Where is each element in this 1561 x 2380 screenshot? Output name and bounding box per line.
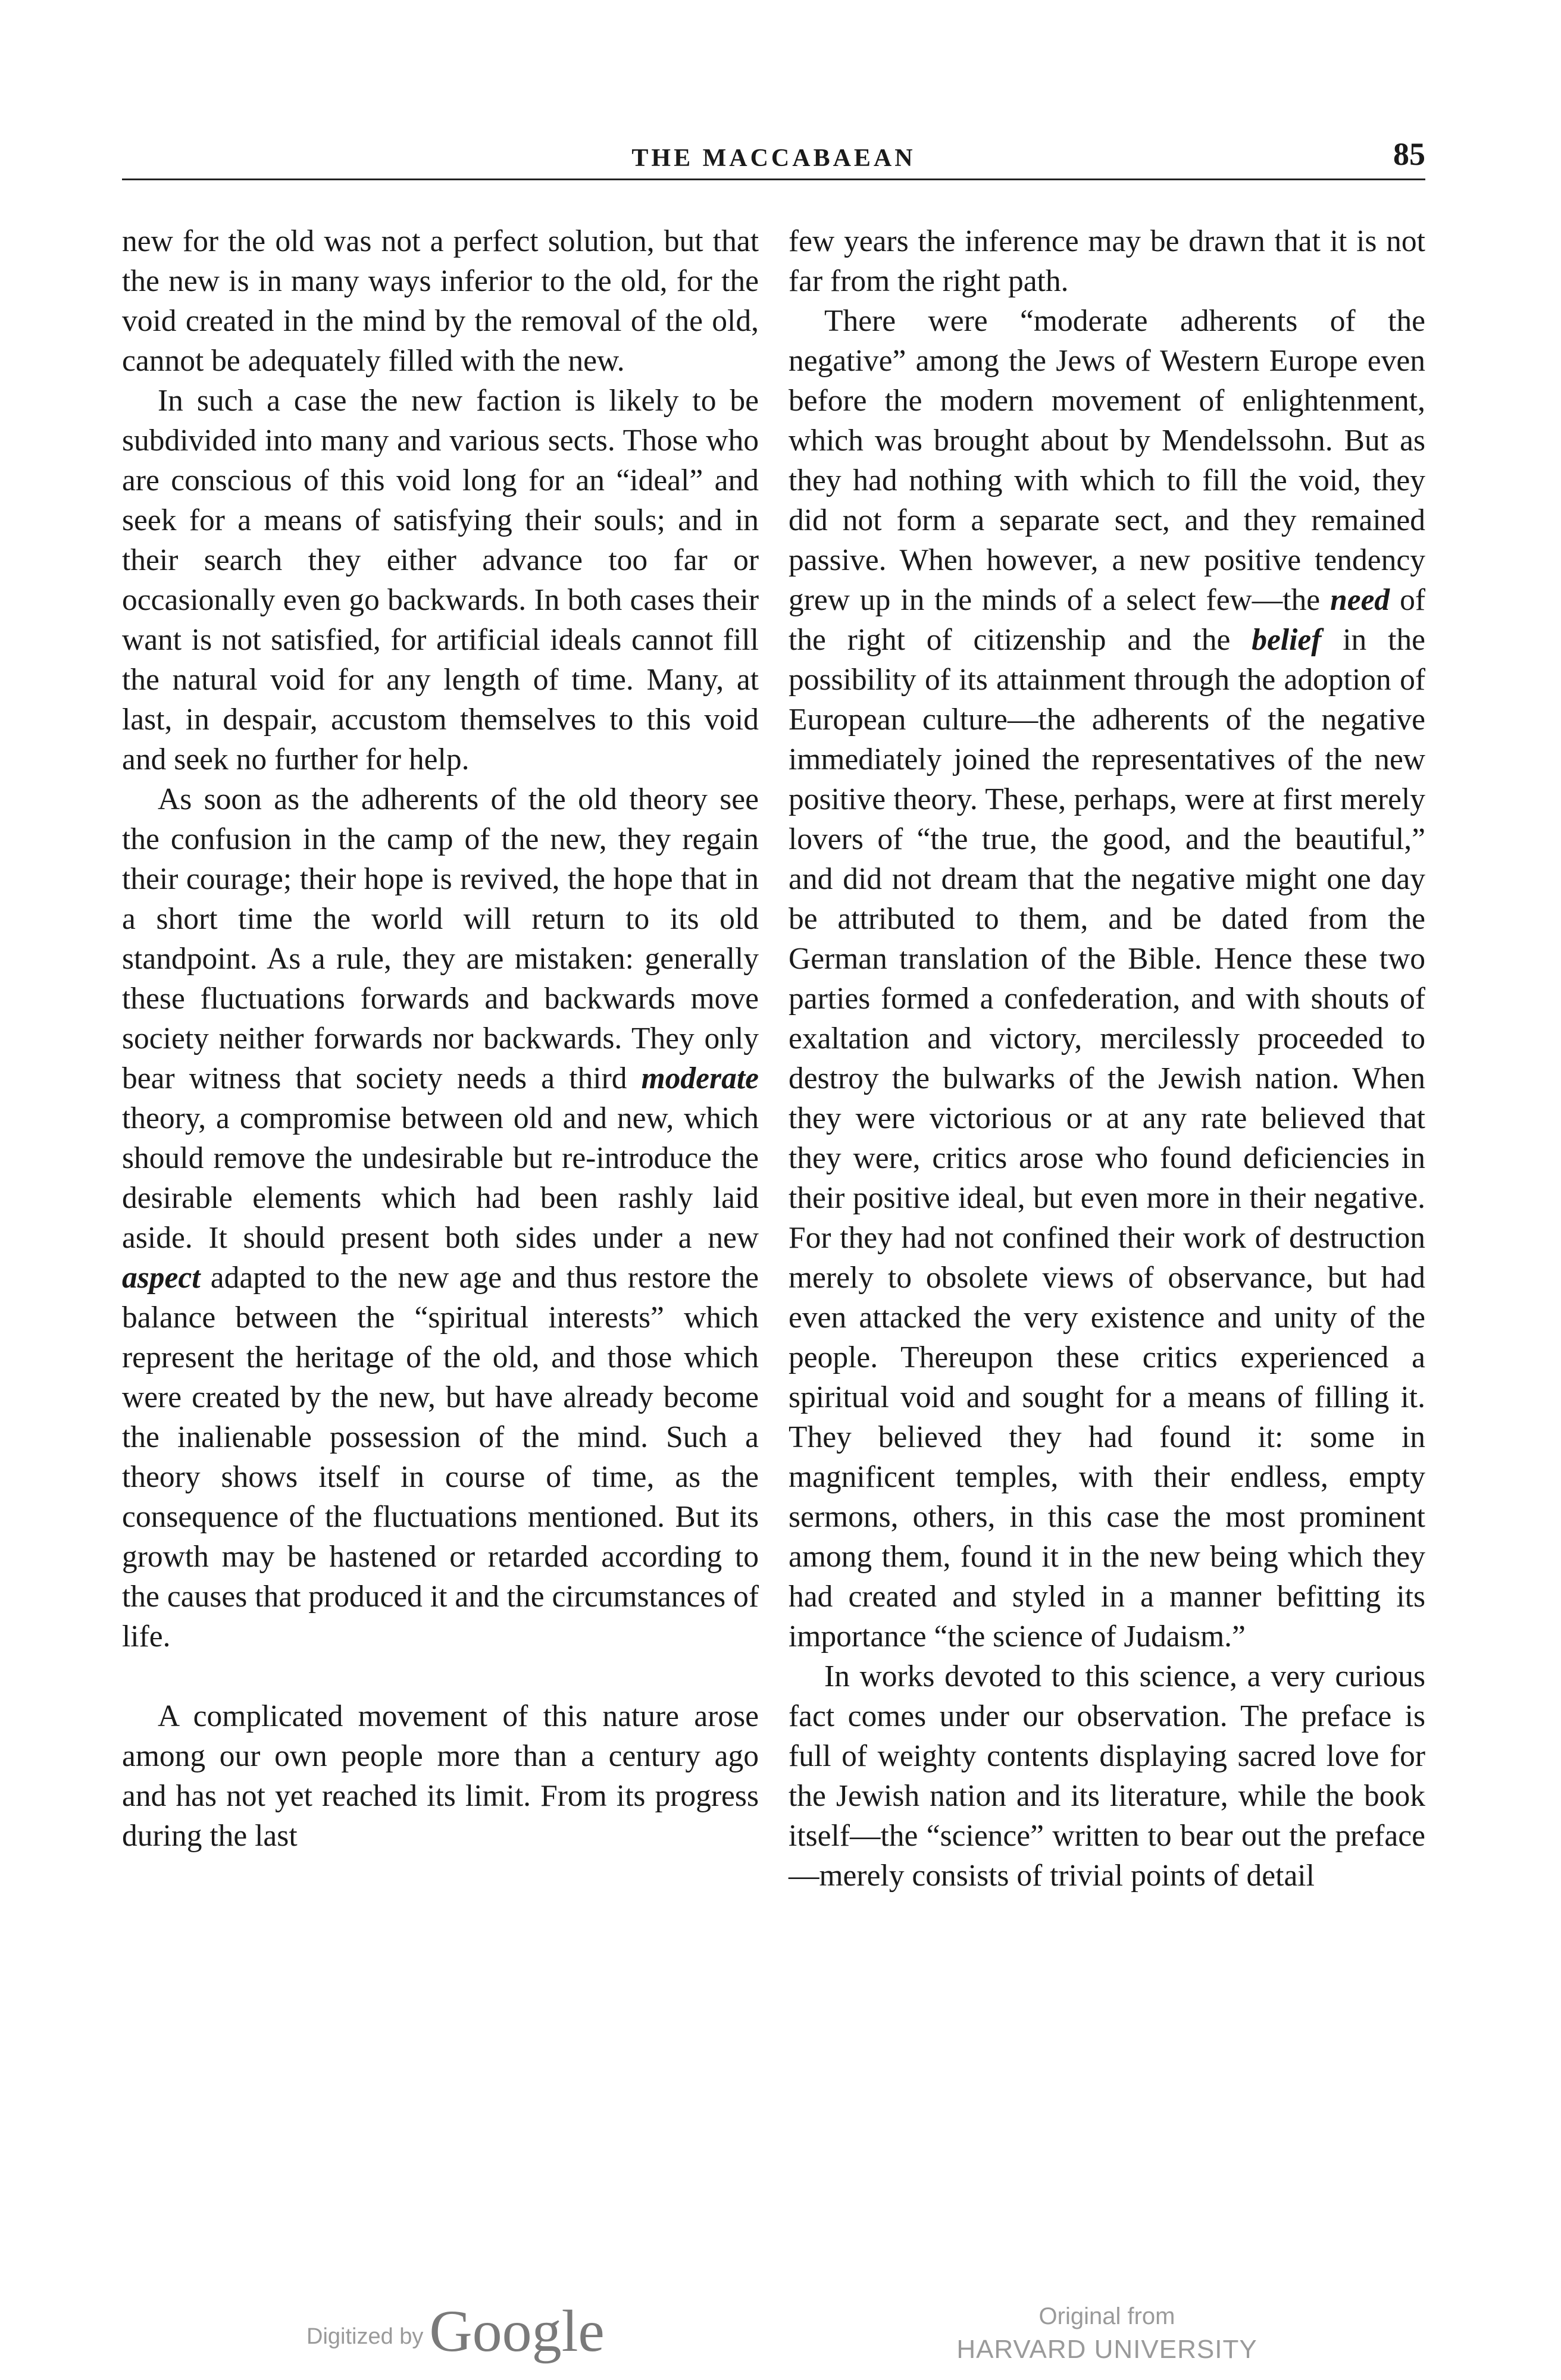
emphasis: aspect: [122, 1261, 201, 1295]
page-header: [122, 136, 1425, 183]
institution-text: HARVARD UNIVERSITY: [956, 2335, 1257, 2364]
digitized-by-text: Digitized by: [306, 2324, 424, 2349]
original-from-text: Original from: [1038, 2303, 1175, 2329]
text-run: adapted to the new age and thus restore the balance between the “spiritual interests” which represent the heritage of the old, and those which were created by the new, but have already become the inalienable possession of the mind. Such a theory shows itself in course of time, as the consequence of the fluctuations mentioned. But its growth may be hastened or retarded according to the causes that produced it and the circumstances of life.: [122, 1261, 759, 1654]
google-logo: Google: [429, 2298, 605, 2364]
paragraph: few years the inference may be drawn that it is not far from the right path.: [789, 224, 1425, 298]
digitized-by-watermark: [306, 2297, 605, 2365]
emphasis: need: [1330, 583, 1390, 617]
source-watermark: [940, 2300, 1274, 2366]
running-title: THE MACCABAEAN: [631, 145, 916, 172]
right-column: [789, 221, 1425, 1896]
text-run: As soon as the adherents of the old theory see the confusion in the camp of the new, they regain their courage; their hope is revived, the hope that in a short time the world will return to its old standpoint. As a rule, they are mistaken: generally these fluctuations forwards and backwards move society neither forwards nor backwards. They only bear witness that society needs a third: [122, 782, 759, 1095]
text-run: There were “moderate adherents of the negative” among the Jews of Western Europe even before the modern movement of enlightenment, which was brought about by Mendelssohn. But as they had nothing with which to fill the void, they did not form a separate sect, and they remained passive. When however, a new positive tendency grew up in the minds of a select few—the: [789, 304, 1425, 617]
text-run: of the right of citizenship and the: [789, 583, 1425, 657]
page-number: 85: [1393, 136, 1425, 172]
paragraph: In such a case the new faction is likely to be subdivided into many and various sects. Those who are conscious of this void long for an “ideal” and seek for a means of satisfying their souls; and in their search they either advance too far or occasionally even go backwards. In both cases their want is not satisfied, for artificial ideals cannot fill the natural void for any length of time. Many, at last, in despair, accustom themselves to this void and seek no further for help.: [122, 384, 759, 776]
paragraph: new for the old was not a perfect solution, but that the new is in many ways inferior to the old, for the void created in the mind by the removal of the old, cannot be adequately filled with the new.: [122, 224, 759, 378]
header-rule: [122, 178, 1425, 180]
paragraph: A complicated movement of this nature arose among our own people more than a century ago and has not yet reached its limit. From its progress during the last: [122, 1699, 759, 1853]
emphasis: belief: [1252, 623, 1322, 657]
text-run: in the possibility of its attainment through the adoption of European culture—the adherents of the negative immediately joined the representatives of the new positive theory. These, perhaps, were at first merely lovers of “the true, the good, and the beautiful,” and did not dream that the negative might one day be attributed to them, and be dated from the German translation of the Bible. Hence these two parties formed a confederation, and with shouts of exaltation and victory, mercilessly proceeded to destroy the bulwarks of the Jewish nation. When they were victorious or at any rate believed that they were, critics arose who found deficiencies in their positive ideal, but even more in their negative. For they had not confined their work of destruction merely to obsolete views of observance, but had even attacked the very existence and unity of the people. Thereupon these critics experienced a spiritual void and sought for a means of filling it. They believed they had found it: some in magnificent temples, with their endless, empty sermons, others, in this case the most prominent among them, found it in the new being which they had created and styled in a manner befitting its importance “the science of Judaism.”: [789, 623, 1425, 1654]
paragraph: In works devoted to this science, a very curious fact comes under our observation. The preface is full of weighty contents displaying sacred love for the Jewish nation and its literature, while the book itself—the “science” written to bear out the preface—merely consists of trivial points of detail: [789, 1659, 1425, 1893]
left-column: [122, 221, 759, 1856]
paragraph: [122, 779, 759, 1656]
text-run: theory, a compromise between old and new, which should remove the undesirable but re-introduce the desirable elements which had been rashly laid aside. It should present both sides under a new: [122, 1101, 759, 1255]
emphasis: moderate: [641, 1061, 759, 1095]
paragraph: [789, 301, 1425, 1656]
